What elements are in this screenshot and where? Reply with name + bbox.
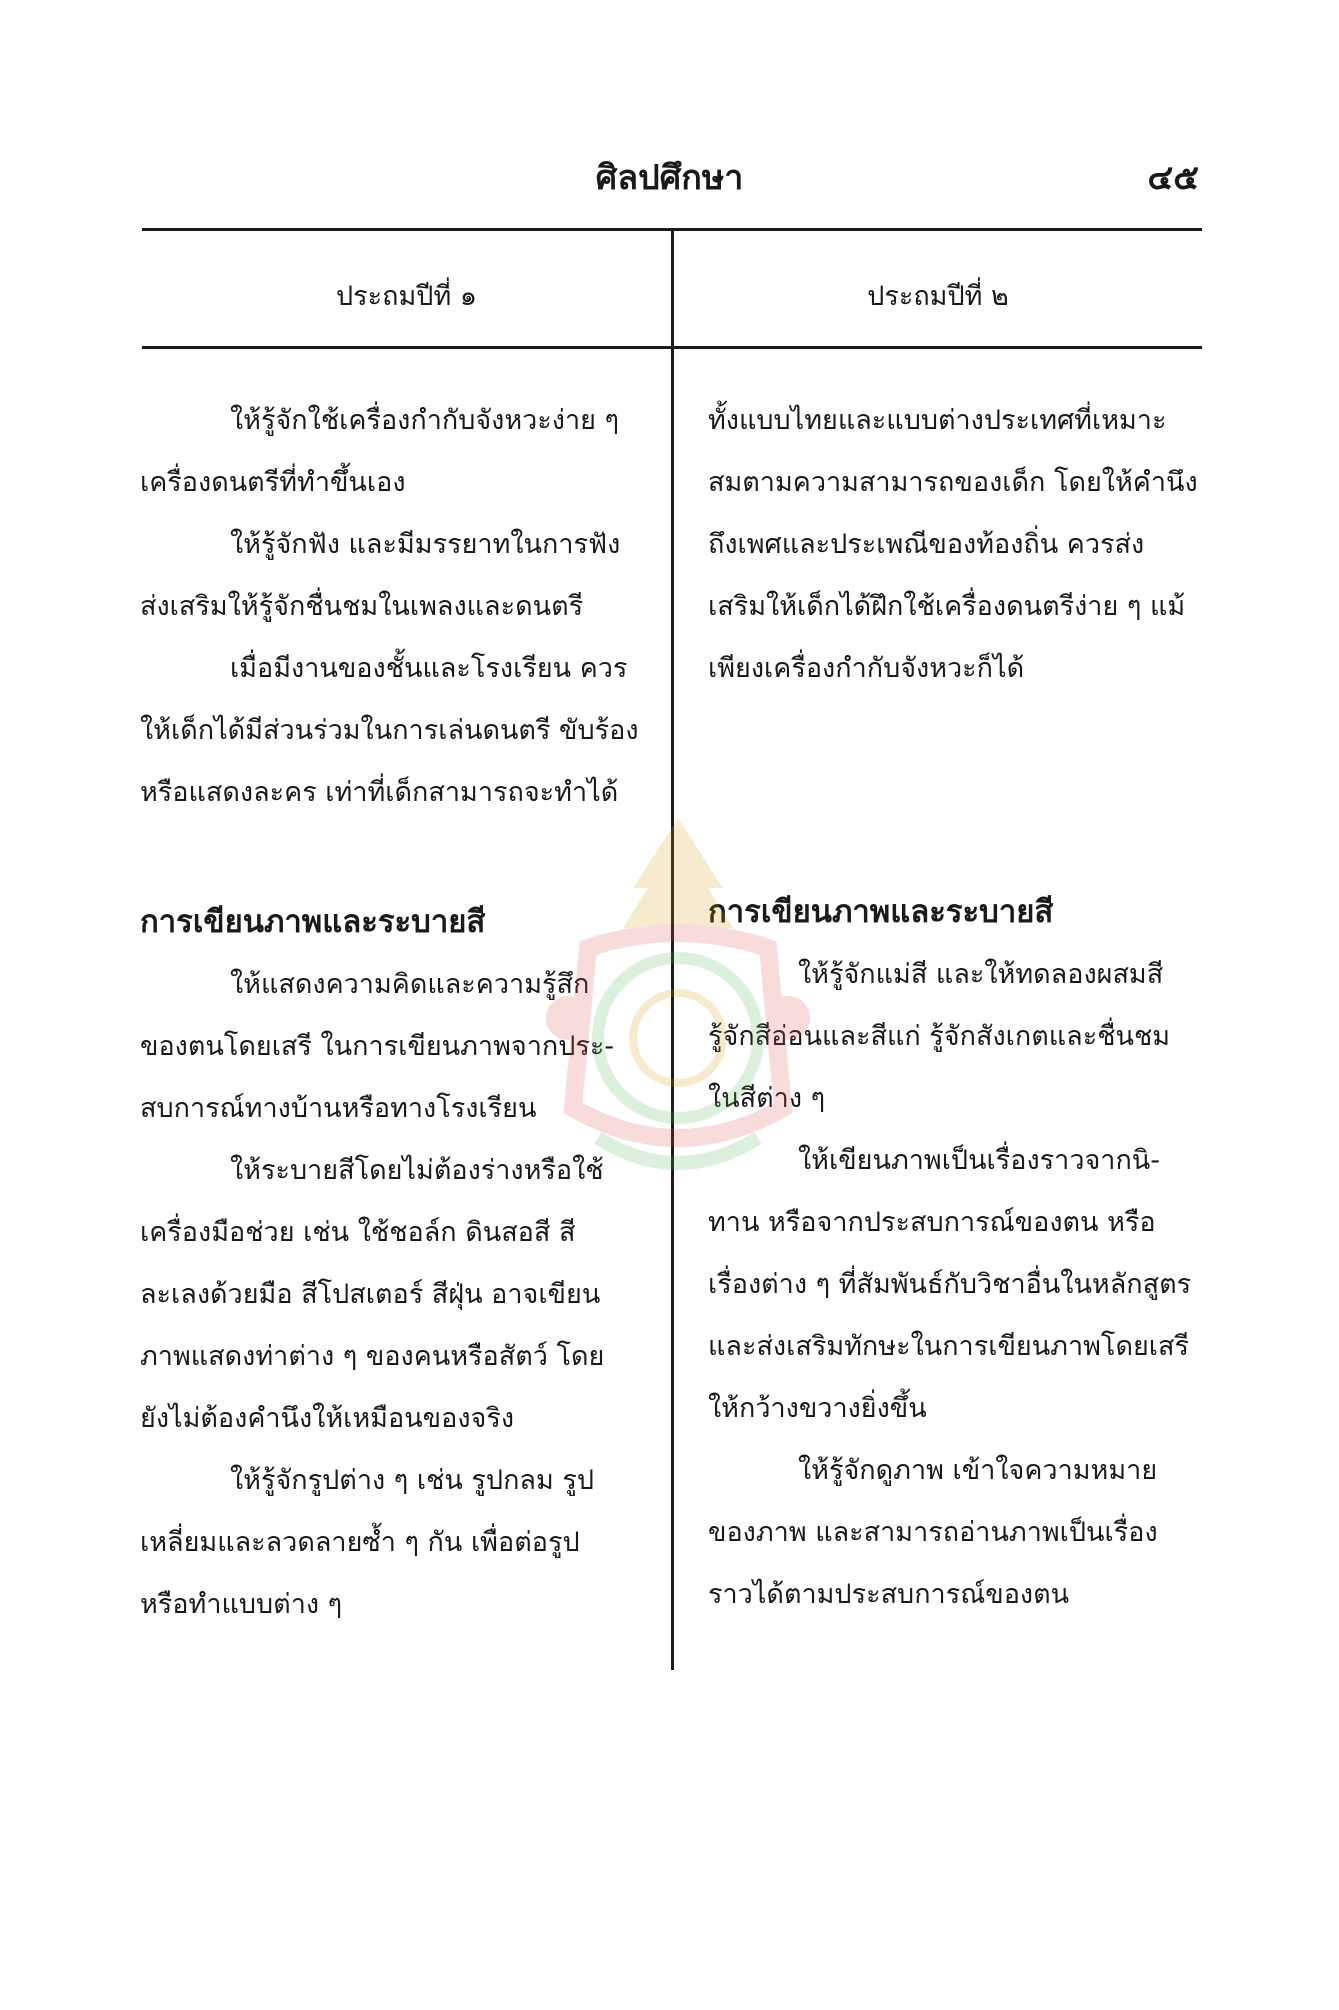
right-section-heading: การเขียนภาพและระบายสี <box>708 894 1054 930</box>
text-line: เหลี่ยมและลวดลายซ้ำ ๆ กัน เพื่อต่อรูป <box>140 1527 580 1558</box>
text-line: เรื่องต่าง ๆ ที่สัมพันธ์กับวิชาอื่นในหลักสูตร <box>708 1269 1192 1300</box>
text-line: เครื่องดนตรีที่ทำขึ้นเอง <box>140 467 406 498</box>
text-line: และส่งเสริมทักษะในการเขียนภาพโดยเสรี <box>708 1331 1190 1362</box>
text-line: ถึงเพศและประเพณีของท้องถิ่น ควรส่ง <box>708 529 1145 560</box>
text-line: เมื่อมีงานของชั้นและโรงเรียน ควร <box>230 653 628 684</box>
text-line: ให้เด็กได้มีส่วนร่วมในการเล่นดนตรี ขับร้อง <box>140 715 639 746</box>
column-header-right: ประถมปีที่ ๒ <box>867 281 1009 312</box>
text-line: ให้แสดงความคิดและความรู้สึก <box>230 969 590 1000</box>
text-line: ภาพแสดงท่าต่าง ๆ ของคนหรือสัตว์ โดย <box>140 1341 605 1372</box>
page-number: ๔๕ <box>1147 158 1199 198</box>
text-line: ให้รู้จักแม่สี และให้ทดลองผสมสี <box>798 959 1164 990</box>
text-line: ละเลงด้วยมือ สีโปสเตอร์ สีฝุ่น อาจเขียน <box>140 1279 601 1310</box>
text-line: รู้จักสีอ่อนและสีแก่ รู้จักสังเกตและชื่นชม <box>708 1021 1171 1052</box>
text-line: ราวได้ตามประสบการณ์ของตน <box>708 1579 1070 1610</box>
column-header-left: ประถมปีที่ ๑ <box>336 281 477 312</box>
right-drawing-section <box>708 880 1213 1626</box>
text-line: ให้เขียนภาพเป็นเรื่องราวจากนิ- <box>798 1145 1161 1176</box>
text-line: ให้กว้างขวางยิ่งขึ้น <box>708 1393 927 1424</box>
text-line: เสริมให้เด็กได้ฝึกใช้เครื่องดนตรีง่าย ๆ แม้ <box>708 591 1186 622</box>
text-line: ในสีต่าง ๆ <box>708 1083 826 1114</box>
left-drawing-section <box>140 890 650 1636</box>
text-line: ส่งเสริมให้รู้จักชื่นชมในเพลงและดนตรี <box>140 591 584 622</box>
column-divider <box>671 228 674 1670</box>
text-line: ให้รู้จักดูภาพ เข้าใจความหมาย <box>798 1455 1158 1486</box>
text-line: ทาน หรือจากประสบการณ์ของตน หรือ <box>708 1207 1156 1238</box>
right-music-continuation <box>708 390 1213 700</box>
text-line: ของตนโดยเสรี ในการเขียนภาพจากประ- <box>140 1031 615 1062</box>
text-line: ของภาพ และสามารถอ่านภาพเป็นเรื่อง <box>708 1517 1158 1548</box>
text-line: หรือทำแบบต่าง ๆ <box>140 1589 343 1620</box>
text-line: ให้รู้จักใช้เครื่องกำกับจังหวะง่าย ๆ <box>230 405 620 436</box>
text-line: ยังไม่ต้องคำนึงให้เหมือนของจริง <box>140 1403 515 1434</box>
text-line: เพียงเครื่องกำกับจังหวะก็ได้ <box>708 653 1025 684</box>
text-line: เครื่องมือช่วย เช่น ใช้ชอล์ก ดินสอสี สี <box>140 1217 576 1248</box>
text-line: ทั้งแบบไทยและแบบต่างประเทศที่เหมาะ <box>708 405 1167 436</box>
page-title: ศิลปศึกษา <box>595 158 744 198</box>
text-line: หรือแสดงละคร เท่าที่เด็กสามารถจะทำได้ <box>140 777 619 808</box>
text-line: สบการณ์ทางบ้านหรือทางโรงเรียน <box>140 1093 537 1124</box>
text-line: ให้ระบายสีโดยไม่ต้องร่างหรือใช้ <box>230 1155 604 1186</box>
left-music-continuation <box>140 390 650 824</box>
text-line: สมตามความสามารถของเด็ก โดยให้คำนึง <box>708 467 1198 498</box>
text-line: ให้รู้จักรูปต่าง ๆ เช่น รูปกลม รูป <box>230 1465 594 1496</box>
left-section-heading: การเขียนภาพและระบายสี <box>140 904 486 940</box>
text-line: ให้รู้จักฟัง และมีมรรยาทในการฟัง <box>230 529 621 560</box>
